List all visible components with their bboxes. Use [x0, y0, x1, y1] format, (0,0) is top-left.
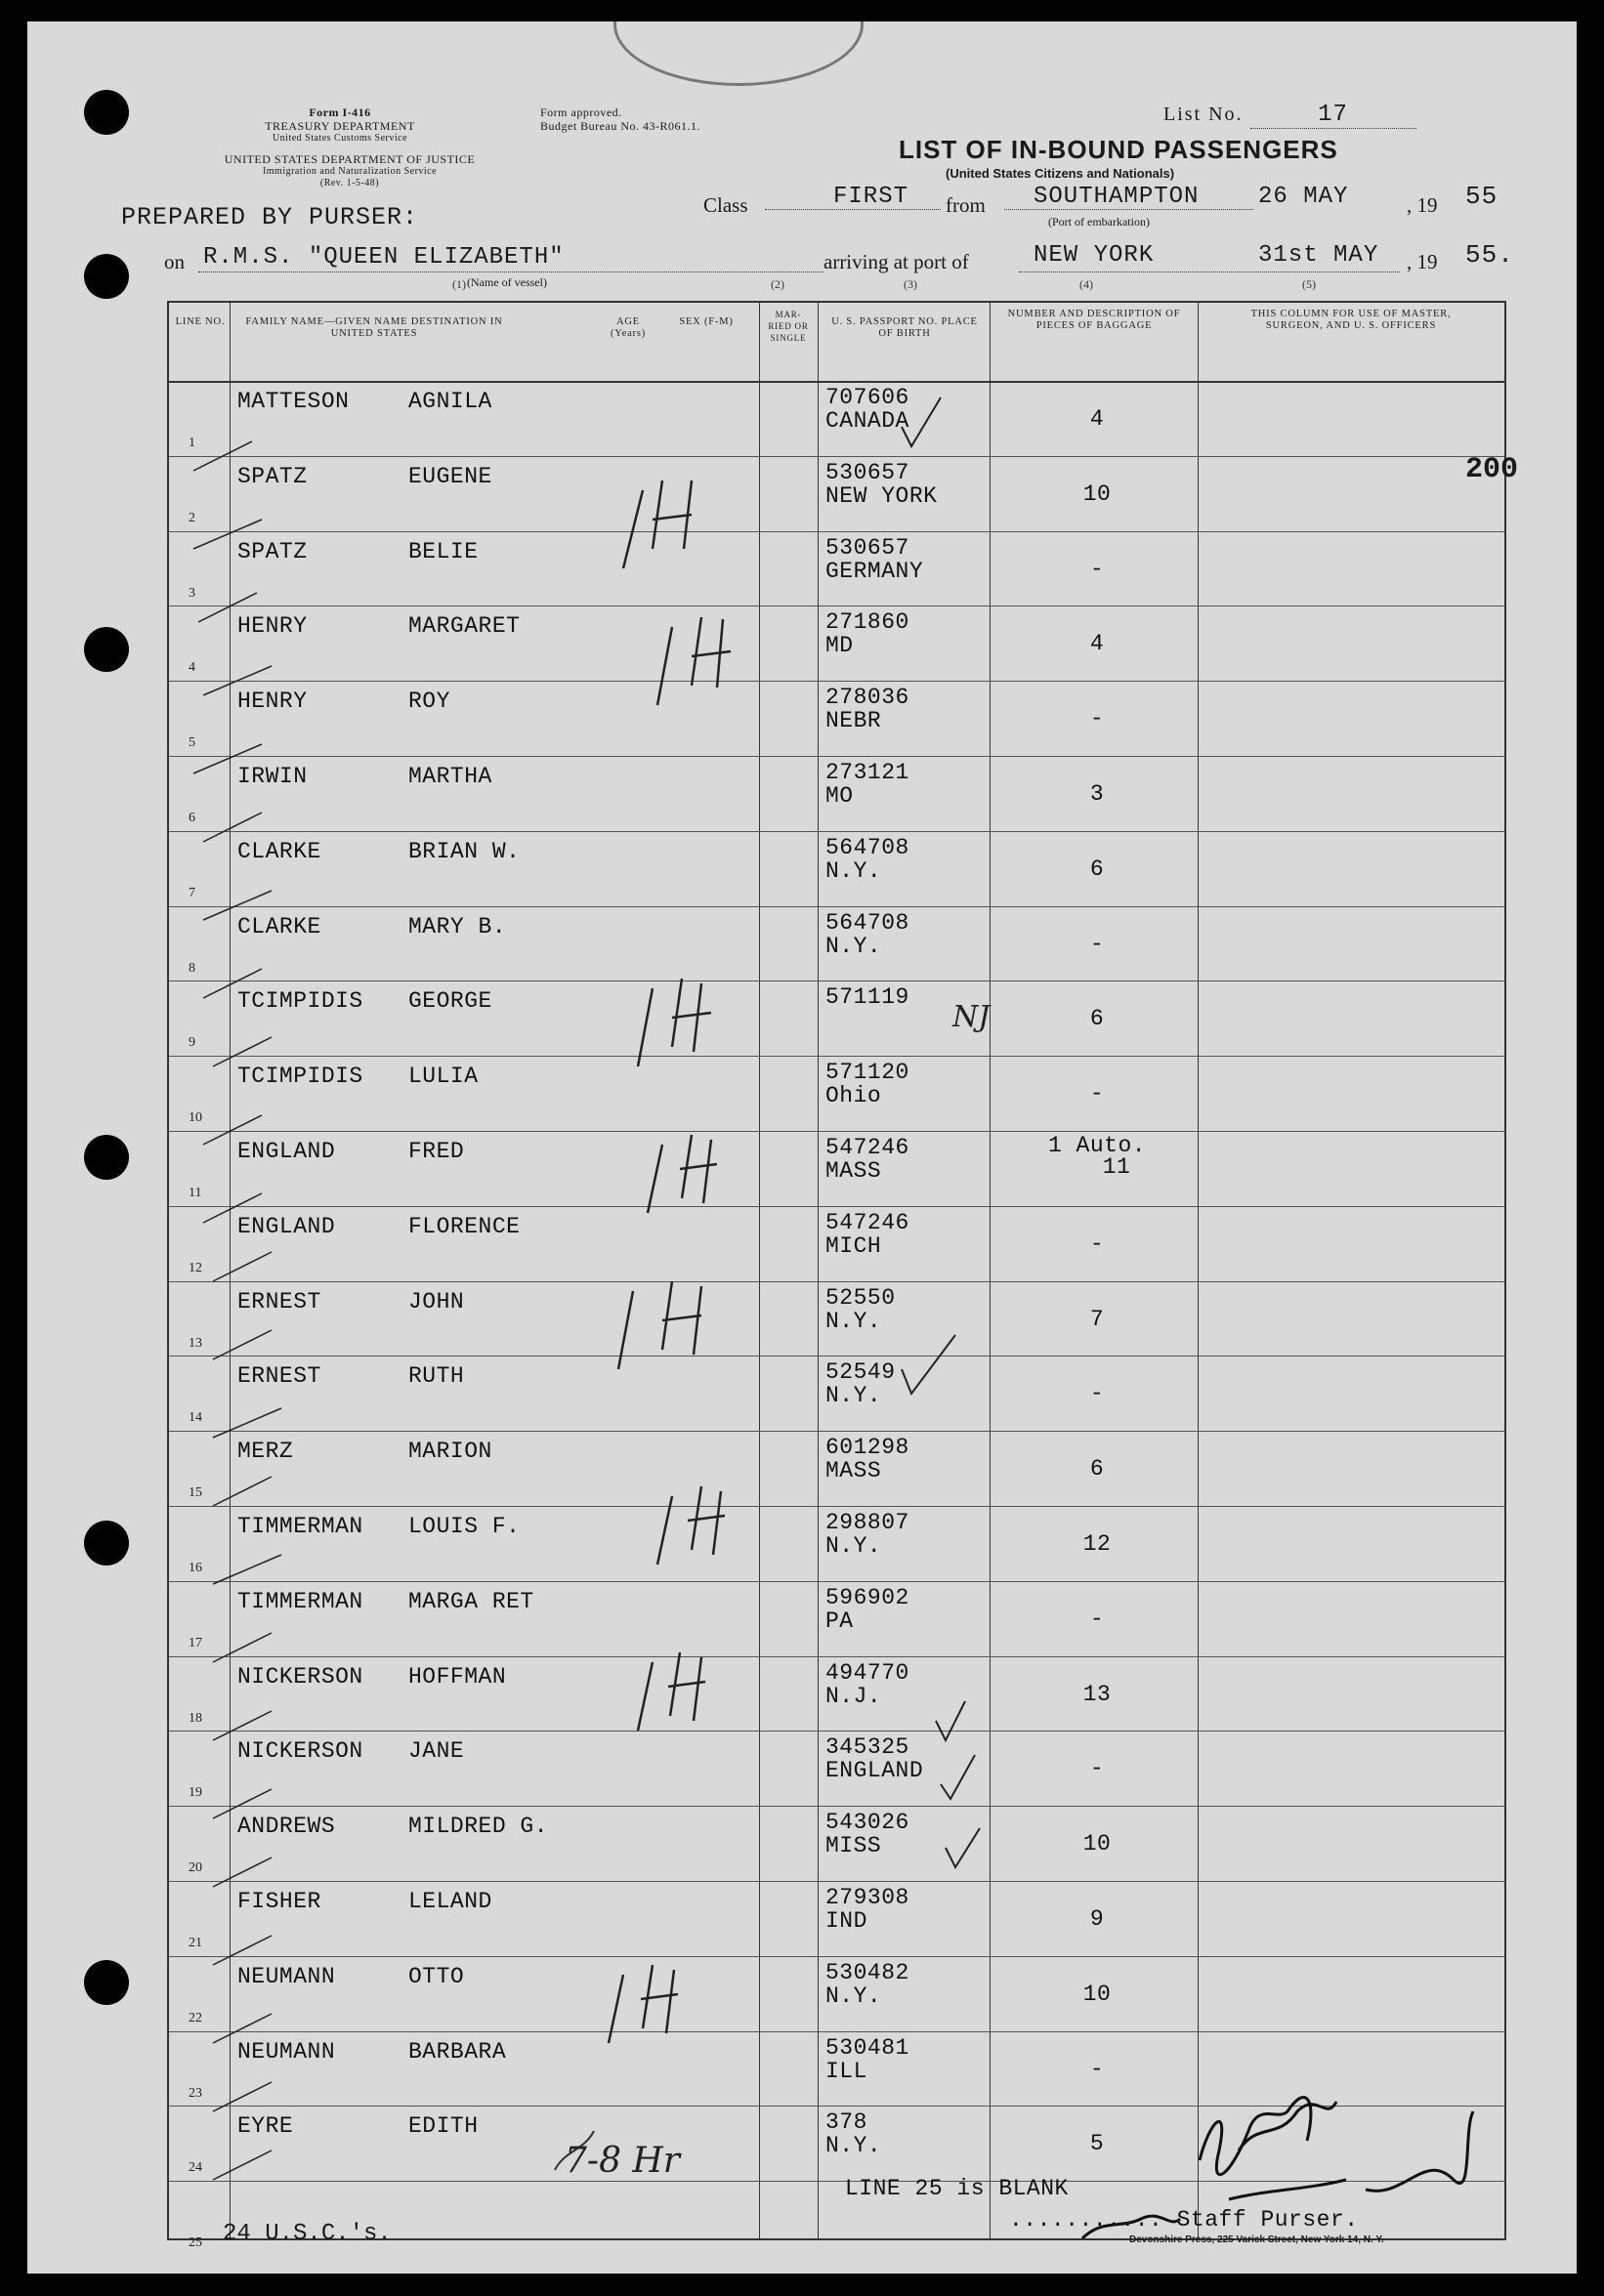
place-of-birth: Ohio — [825, 1083, 882, 1109]
baggage-count: 3 — [1089, 781, 1105, 807]
given-name: LULIA — [408, 1064, 479, 1090]
line-number: 1 — [189, 436, 195, 450]
baggage-count: - — [1089, 1081, 1105, 1107]
baggage-count: - — [1089, 931, 1105, 957]
document-page — [27, 21, 1577, 2274]
given-name: BELIE — [408, 538, 479, 564]
line-number: 15 — [189, 1485, 202, 1501]
given-name: AGNILA — [408, 389, 492, 414]
line-number: 8 — [189, 960, 195, 976]
baggage-count: - — [1089, 706, 1105, 732]
place-of-birth: MASS — [825, 1158, 882, 1184]
line-ticks — [193, 441, 281, 2180]
place-of-birth: CANADA — [825, 408, 909, 434]
place-of-birth: MD — [825, 633, 854, 659]
col-age: AGE (Years) — [610, 316, 647, 339]
given-name: BARBARA — [408, 2038, 507, 2065]
given-name: EDITH — [408, 2113, 479, 2140]
given-name: OTTO — [408, 1963, 465, 1989]
given-name: GEORGE — [408, 988, 492, 1015]
col-married: MAR-RIED OR SINGLE — [768, 310, 809, 343]
vessel-caption: (Name of vessel) — [467, 275, 547, 289]
family-name: CLARKE — [237, 838, 321, 864]
passport-number: 547246 — [825, 1209, 909, 1235]
family-name: SPATZ — [237, 463, 308, 489]
given-name: MARGARET — [408, 613, 521, 640]
baggage-count: - — [1089, 1381, 1105, 1407]
printer-imprint: Devonshire Press, 225 Varick Street, New York 14, N. Y. — [1129, 2234, 1384, 2245]
place-of-birth: N.J. — [825, 1683, 882, 1709]
family-name: ENGLAND — [237, 1139, 336, 1164]
col-officers: THIS COLUMN FOR USE OF MASTER, SURGEON, AND U. S. OFFICERS — [1250, 309, 1452, 331]
family-name: CLARKE — [237, 913, 321, 939]
given-name: LELAND — [408, 1889, 492, 1914]
form-approved-text: Form approved. — [540, 105, 622, 119]
baggage-count: - — [1089, 1756, 1105, 1782]
col-baggage: NUMBER AND DESCRIPTION OF PIECES OF BAGGAGE — [1007, 309, 1181, 331]
footer-uscs: 24 U.S.C.'s. — [223, 2221, 392, 2247]
passport-number: 530481 — [825, 2034, 909, 2061]
given-name: MARTHA — [408, 764, 492, 789]
col-num-2: (2) — [771, 277, 784, 291]
port-of-embarkation: SOUTHAMPTON — [1034, 184, 1200, 210]
doj-label: UNITED STATES DEPARTMENT OF JUSTICE — [224, 152, 476, 166]
family-name: EYRE — [237, 2113, 294, 2140]
place-of-birth: N.Y. — [825, 1533, 882, 1559]
page-subtitle: (United States Citizens and Nationals) — [946, 166, 1175, 181]
line-number: 6 — [189, 811, 195, 825]
given-name: FRED — [408, 1139, 465, 1164]
line-number: 7 — [189, 885, 195, 900]
arrival-date: 31st MAY — [1258, 242, 1379, 269]
baggage-count: 10 — [1082, 1831, 1112, 1858]
family-name: ANDREWS — [237, 1814, 336, 1840]
place-of-birth: N.Y. — [825, 1308, 882, 1334]
baggage-count: 10 — [1082, 480, 1112, 507]
customs-service: United States Customs Service — [272, 133, 408, 144]
line-number: 4 — [189, 660, 195, 676]
given-name: HOFFMAN — [408, 1663, 507, 1690]
tally-marks — [609, 480, 731, 2043]
family-name: NEUMANN — [237, 2038, 336, 2065]
passport-number: 494770 — [825, 1659, 909, 1686]
line-number: 21 — [189, 1936, 202, 1950]
passport-number: 530657 — [825, 459, 909, 485]
baggage-count: 9 — [1089, 1906, 1105, 1932]
purser-signature — [1082, 2098, 1473, 2238]
line-number: 5 — [189, 735, 195, 751]
family-name: TCIMPIDIS — [237, 988, 363, 1015]
family-name: NEUMANN — [237, 1963, 336, 1989]
place-of-birth: ENGLAND — [825, 1758, 924, 1784]
col-num-1: (1) — [452, 277, 466, 291]
given-name: MILDRED G. — [408, 1814, 549, 1840]
arrival-port: NEW YORK — [1034, 242, 1155, 269]
line-number: 2 — [189, 510, 195, 525]
baggage-count: 6 — [1089, 1456, 1105, 1482]
given-name: FLORENCE — [408, 1213, 521, 1239]
prepared-by-label: PREPARED BY PURSER: — [121, 203, 419, 231]
given-name: JANE — [408, 1738, 465, 1765]
departure-year: 55 — [1465, 182, 1498, 211]
given-name: LOUIS F. — [408, 1514, 521, 1539]
list-no-label: List No. — [1163, 104, 1244, 125]
from-label: from — [946, 193, 986, 217]
place-of-birth: MASS — [825, 1458, 882, 1484]
line-number: 25 — [189, 2235, 202, 2251]
baggage-count: 10 — [1082, 1981, 1112, 2007]
family-name: FISHER — [237, 1889, 321, 1914]
col-name: FAMILY NAME—GIVEN NAME DESTINATION IN UNITED STATES — [245, 316, 503, 339]
line-number: 12 — [189, 1260, 202, 1275]
passport-number: 530657 — [825, 534, 909, 561]
baggage-count: 4 — [1089, 631, 1105, 657]
line-number: 3 — [189, 585, 195, 601]
class-value: FIRST — [833, 184, 909, 210]
baggage-count: 13 — [1082, 1681, 1112, 1707]
place-of-birth: MO — [825, 783, 854, 809]
place-of-birth: MICH — [825, 1232, 882, 1259]
passport-number: 271860 — [825, 609, 909, 636]
family-name: HENRY — [237, 613, 308, 640]
class-label: Class — [703, 193, 748, 217]
passport-number: 601298 — [825, 1435, 909, 1461]
place-of-birth: GERMANY — [825, 558, 924, 584]
family-name: MATTESON — [237, 389, 350, 414]
passport-number: 345325 — [825, 1734, 909, 1761]
col-num-3: (3) — [904, 277, 917, 291]
family-name: ENGLAND — [237, 1213, 336, 1239]
baggage-count: - — [1089, 1231, 1105, 1257]
passport-number: 543026 — [825, 1810, 909, 1836]
place-of-birth: MISS — [825, 1833, 882, 1859]
margin-number: 200 — [1465, 453, 1519, 486]
arriving-label: arriving at port of — [823, 250, 969, 273]
given-name: ROY — [408, 689, 450, 715]
family-name: IRWIN — [237, 764, 308, 789]
treasury-dept: TREASURY DEPARTMENT — [265, 119, 415, 133]
row9-correction: NJ — [952, 1000, 991, 1034]
passport-number: 547246 — [825, 1135, 909, 1160]
given-name: MARION — [408, 1439, 492, 1465]
staff-purser-line: ........... Staff Purser. — [1009, 2207, 1359, 2233]
arrival-year: 55. — [1465, 240, 1514, 270]
place-of-birth: NEW YORK — [825, 482, 938, 509]
handwriting-marks — [27, 21, 1577, 2274]
given-name: MARY B. — [408, 913, 507, 939]
passport-number: 596902 — [825, 1584, 909, 1610]
page-title: LIST OF IN-BOUND PASSENGERS — [899, 135, 1338, 164]
passport-number: 278036 — [825, 685, 909, 711]
line-number: 22 — [189, 2010, 202, 2025]
place-of-birth: N.Y. — [825, 2133, 882, 2159]
col-num-5: (5) — [1302, 277, 1316, 291]
port-caption: (Port of embarkation) — [1048, 215, 1150, 229]
baggage-count: 5 — [1089, 2131, 1105, 2157]
line-number: 16 — [189, 1561, 202, 1575]
line-number: 14 — [189, 1410, 202, 1426]
line-number: 19 — [189, 1785, 202, 1801]
place-of-birth: N.Y. — [825, 857, 882, 884]
passport-number: 571119 — [825, 984, 909, 1011]
family-name: TCIMPIDIS — [237, 1064, 363, 1090]
place-of-birth: N.Y. — [825, 933, 882, 959]
passport-number: 571120 — [825, 1060, 909, 1086]
given-name: BRIAN W. — [408, 838, 521, 864]
baggage-count: - — [1089, 2056, 1105, 2082]
place-of-birth: N.Y. — [825, 1383, 882, 1409]
check-marks — [902, 397, 980, 1867]
passport-number: 707606 — [825, 385, 909, 410]
line-number: 10 — [189, 1110, 202, 1126]
place-of-birth: NEBR — [825, 708, 882, 734]
line-number: 17 — [189, 1635, 202, 1650]
family-name: SPATZ — [237, 538, 308, 564]
family-name: NICKERSON — [237, 1663, 363, 1690]
passport-number: 279308 — [825, 1885, 909, 1910]
place-of-birth: ILL — [825, 2058, 867, 2084]
baggage-count: 4 — [1089, 406, 1105, 432]
baggage-count-2: 11 — [1102, 1154, 1131, 1180]
baggage-count: 12 — [1082, 1531, 1112, 1557]
ins-label: Immigration and Naturalization Service — [262, 166, 438, 177]
form-number: Form I-416 — [309, 105, 371, 119]
col-passport: U. S. PASSPORT NO. PLACE OF BIRTH — [831, 316, 978, 339]
family-name: HENRY — [237, 689, 308, 715]
baggage-count: 7 — [1089, 1306, 1105, 1332]
given-name: JOHN — [408, 1288, 465, 1315]
place-of-birth: IND — [825, 1908, 867, 1934]
line-number: 13 — [189, 1335, 202, 1351]
budget-bureau: Budget Bureau No. 43-R061.1. — [540, 119, 700, 133]
arrival-year-prefix: , 19 — [1407, 250, 1438, 273]
line-number: 18 — [189, 1710, 202, 1726]
year-prefix: , 19 — [1407, 193, 1438, 217]
passport-number: 52550 — [825, 1284, 896, 1311]
baggage-count: 6 — [1089, 856, 1105, 882]
vessel-name: R.M.S. "QUEEN ELIZABETH" — [203, 244, 565, 271]
passport-number: 378 — [825, 2109, 867, 2136]
family-name: TIMMERMAN — [237, 1588, 363, 1614]
departure-date: 26 MAY — [1258, 184, 1349, 210]
passport-number: 564708 — [825, 909, 909, 936]
baggage-count: 1 Auto. — [1047, 1133, 1147, 1158]
list-no-value: 17 — [1318, 102, 1348, 128]
given-name: RUTH — [408, 1363, 465, 1390]
passport-number: 52549 — [825, 1359, 896, 1386]
family-name: ERNEST — [237, 1288, 321, 1315]
family-name: TIMMERMAN — [237, 1514, 363, 1539]
on-label: on — [164, 250, 185, 273]
line-number: 23 — [189, 2085, 202, 2101]
line-number: 24 — [189, 2160, 202, 2176]
passport-number: 530482 — [825, 1959, 909, 1985]
line-number: 20 — [189, 1860, 202, 1876]
place-of-birth: PA — [825, 1607, 854, 1634]
family-name: MERZ — [237, 1439, 294, 1465]
baggage-count: - — [1089, 556, 1105, 582]
place-of-birth: N.Y. — [825, 1983, 882, 2009]
line-number: 9 — [189, 1035, 195, 1051]
bottom-handwriting: 7-8 Hr — [565, 2141, 681, 2181]
family-name: NICKERSON — [237, 1738, 363, 1765]
col-num-4: (4) — [1079, 277, 1093, 291]
given-name: EUGENE — [408, 463, 492, 489]
passport-number: 298807 — [825, 1510, 909, 1535]
family-name: ERNEST — [237, 1363, 321, 1390]
passport-number: 273121 — [825, 760, 909, 785]
baggage-count: - — [1089, 1606, 1105, 1632]
line-number: 11 — [189, 1186, 202, 1200]
rev-label: (Rev. 1-5-48) — [319, 178, 380, 188]
given-name: MARGA RET — [408, 1588, 534, 1614]
col-line-no: LINE NO. — [175, 316, 226, 327]
baggage-count: 6 — [1089, 1006, 1105, 1032]
line25-note: LINE 25 is BLANK — [845, 2176, 1069, 2201]
passport-number: 564708 — [825, 834, 909, 860]
col-sex: SEX (F-M) — [679, 316, 734, 327]
